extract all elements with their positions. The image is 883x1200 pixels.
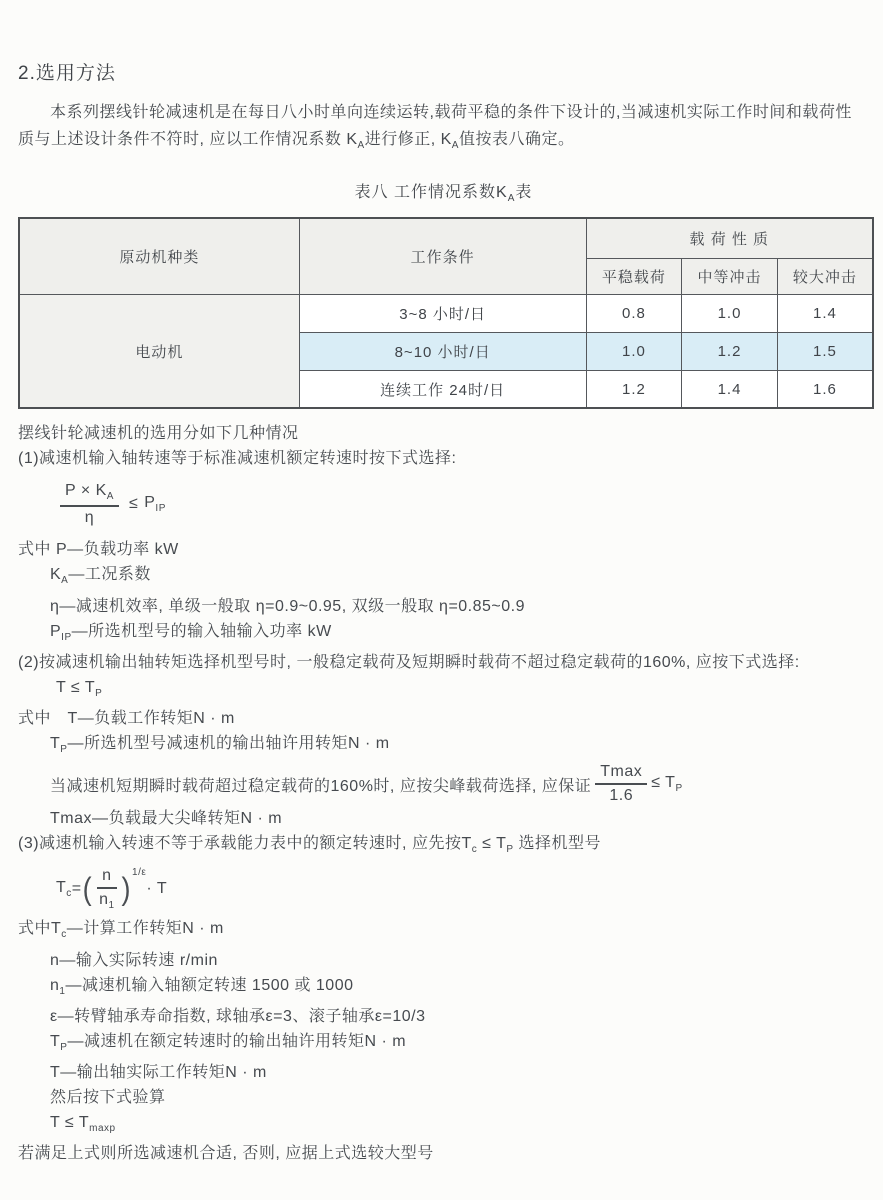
formula-calculated-torque bbox=[56, 865, 869, 913]
equals-symbol: = bbox=[71, 880, 82, 898]
def-text: —减速机输入轴额定转速 1500 或 1000 bbox=[65, 976, 354, 994]
peak-load-note bbox=[50, 762, 869, 806]
body-text: ≤ T bbox=[477, 835, 507, 853]
formula-rhs bbox=[144, 494, 166, 514]
cell-condition: 连续工作 24时/日 bbox=[299, 370, 586, 408]
intro-text: 本系列摆线针轮减速机是在每日八小时单向连续运转,载荷平稳的条件下设计的,当减速机实际工作时间和载荷性质与上述设计条件不符时, 应以工作情况系数 K bbox=[18, 104, 852, 148]
fraction bbox=[60, 482, 119, 527]
cell-value: 1.0 bbox=[586, 332, 682, 370]
fraction bbox=[595, 763, 647, 806]
def-text: T bbox=[50, 1032, 61, 1050]
body-line-case2: (2)按减速机输出轴转矩选择机型号时, 一般稳定载荷及短期瞬时载荷不超过稳定载荷的160%, 应按下式选择: bbox=[18, 653, 800, 671]
subheader-steady-load: 平稳载荷 bbox=[586, 258, 682, 294]
intro-paragraph bbox=[18, 99, 867, 159]
cell-value: 1.2 bbox=[682, 332, 778, 370]
formula-subscript: P bbox=[675, 783, 683, 795]
cell-value: 0.8 bbox=[586, 294, 682, 332]
cell-value: 1.6 bbox=[777, 370, 873, 408]
def-rated-permissible-torque bbox=[50, 1029, 869, 1060]
caption-subscript: A bbox=[507, 193, 516, 205]
verify-note: 然后按下式验算 bbox=[50, 1088, 166, 1106]
header-load-nature: 载 荷 性 质 bbox=[586, 218, 873, 258]
section-heading: 2.选用方法 bbox=[18, 63, 116, 84]
cell-condition: 8~10 小时/日 bbox=[299, 332, 586, 370]
intro-text: 进行修正, K bbox=[364, 131, 452, 148]
caption-text: 表八 工作情况系数K bbox=[354, 184, 508, 202]
body-subscript: c bbox=[471, 844, 478, 856]
formula-text: T bbox=[56, 879, 67, 897]
def-text: P bbox=[50, 622, 62, 640]
def-load-power: 式中 P—负载功率 kW bbox=[18, 541, 179, 559]
formula-lhs bbox=[56, 879, 72, 899]
formula-subscript: maxp bbox=[89, 1123, 116, 1135]
formula-text: T ≤ T bbox=[50, 1113, 90, 1131]
fraction-numerator bbox=[60, 482, 119, 507]
formula-power-selection bbox=[56, 476, 869, 532]
def-subscript: A bbox=[61, 575, 69, 587]
cell-value: 1.5 bbox=[777, 332, 873, 370]
table-caption bbox=[18, 179, 869, 204]
formula-subscript: P bbox=[95, 687, 103, 699]
table-row bbox=[19, 294, 873, 332]
intro-text: 值按表八确定。 bbox=[458, 131, 575, 148]
def-text: 式中T bbox=[18, 920, 62, 938]
def-text: —工况系数 bbox=[68, 566, 151, 584]
formula-torque-condition bbox=[56, 675, 869, 706]
body-text: (3)减速机输入转速不等于承载能力表中的额定转速时, 应先按T bbox=[18, 835, 472, 853]
def-subscript: 1 bbox=[59, 985, 66, 997]
body-line-intro-cases: 摆线针轮减速机的选用分如下几种情况 bbox=[18, 425, 299, 443]
def-calculated-torque bbox=[18, 916, 869, 947]
def-text: n bbox=[50, 976, 60, 994]
def-actual-speed: n—输入实际转速 r/min bbox=[50, 951, 218, 969]
ka-subscript: A bbox=[357, 140, 365, 152]
def-bearing-life-index: ε—转臂轴承寿命指数, 球轴承ε=3、滚子轴承ε=10/3 bbox=[50, 1007, 426, 1025]
cell-value: 1.0 bbox=[682, 294, 778, 332]
conclusion-line: 若满足上式则所选减速机合适, 否则, 应据上式选较大型号 bbox=[18, 1145, 434, 1163]
header-work-condition: 工作条件 bbox=[299, 218, 586, 294]
cell-value: 1.4 bbox=[777, 294, 873, 332]
formula-exponent: 1/ε bbox=[132, 867, 147, 879]
def-subscript: IP bbox=[61, 631, 72, 643]
def-text: K bbox=[50, 566, 62, 584]
body-text-block bbox=[18, 421, 869, 1166]
def-rated-speed bbox=[50, 973, 869, 1004]
def-text: T bbox=[50, 734, 61, 752]
table-header-row bbox=[19, 218, 873, 258]
ka-coefficient-table bbox=[18, 217, 874, 409]
def-text: —计算工作转矩N · m bbox=[66, 920, 224, 938]
cell-value: 1.2 bbox=[586, 370, 682, 408]
body-line-case3 bbox=[18, 831, 869, 862]
def-work-torque: 式中 T—负载工作转矩N · m bbox=[18, 709, 235, 727]
close-paren: ) bbox=[121, 871, 132, 906]
def-permissible-torque bbox=[50, 731, 869, 762]
formula-verify bbox=[50, 1110, 869, 1141]
formula-text: ≤ T bbox=[651, 774, 676, 792]
formula-text: P bbox=[144, 494, 156, 512]
fraction bbox=[97, 867, 116, 912]
formula-subscript: A bbox=[106, 491, 114, 503]
header-prime-mover: 原动机种类 bbox=[19, 218, 299, 294]
fraction-numerator: n bbox=[97, 867, 116, 889]
relation-symbol bbox=[651, 774, 682, 794]
fraction-numerator: Tmax bbox=[595, 763, 647, 785]
relation-symbol: ≤ bbox=[128, 495, 139, 513]
cell-prime-mover: 电动机 bbox=[19, 294, 299, 408]
formula-text: · T bbox=[146, 880, 168, 898]
formula-text: n bbox=[99, 891, 109, 909]
formula-subscript: 1 bbox=[108, 900, 115, 912]
fraction-denominator bbox=[99, 889, 114, 912]
ka-subscript: A bbox=[451, 140, 459, 152]
body-subscript: P bbox=[506, 844, 514, 856]
def-input-power bbox=[50, 619, 869, 650]
formula-subscript: IP bbox=[155, 503, 166, 515]
cell-value: 1.4 bbox=[682, 370, 778, 408]
subheader-moderate-shock: 中等冲击 bbox=[682, 258, 778, 294]
formula-text: P × K bbox=[65, 481, 107, 499]
def-subscript: P bbox=[60, 744, 68, 756]
caption-text: 表 bbox=[515, 184, 533, 202]
def-ka-coefficient bbox=[50, 562, 869, 593]
subheader-heavy-shock: 较大冲击 bbox=[777, 258, 873, 294]
def-subscript: P bbox=[60, 1041, 68, 1053]
def-peak-torque: Tmax—负载最大尖峰转矩N · m bbox=[50, 810, 283, 828]
body-text: 选择机型号 bbox=[513, 835, 602, 853]
def-text: —所选机型号减速机的输出轴许用转矩N · m bbox=[67, 734, 390, 752]
def-subscript: c bbox=[61, 929, 67, 941]
note-text: 当减速机短期瞬时载荷超过稳定载荷的160%时, 应按尖峰载荷选择, 应保证 bbox=[50, 777, 592, 795]
fraction-denominator: η bbox=[84, 508, 95, 526]
fraction-denominator: 1.6 bbox=[609, 787, 634, 805]
open-paren: ( bbox=[82, 871, 93, 906]
formula-subscript: c bbox=[66, 888, 72, 900]
cell-condition: 3~8 小时/日 bbox=[299, 294, 586, 332]
formula-text: T ≤ T bbox=[56, 678, 96, 696]
body-line-case1: (1)减速机输入轴转速等于标准减速机额定转速时按下式选择: bbox=[18, 450, 457, 468]
def-efficiency: η—减速机效率, 单级一般取 η=0.9~0.95, 双级一般取 η=0.85~0.9 bbox=[50, 597, 526, 615]
def-text: —所选机型号的输入轴输入功率 kW bbox=[71, 622, 332, 640]
def-output-torque: T—输出轴实际工作转矩N · m bbox=[50, 1063, 267, 1081]
def-text: —减速机在额定转速时的输出轴许用转矩N · m bbox=[67, 1032, 407, 1050]
